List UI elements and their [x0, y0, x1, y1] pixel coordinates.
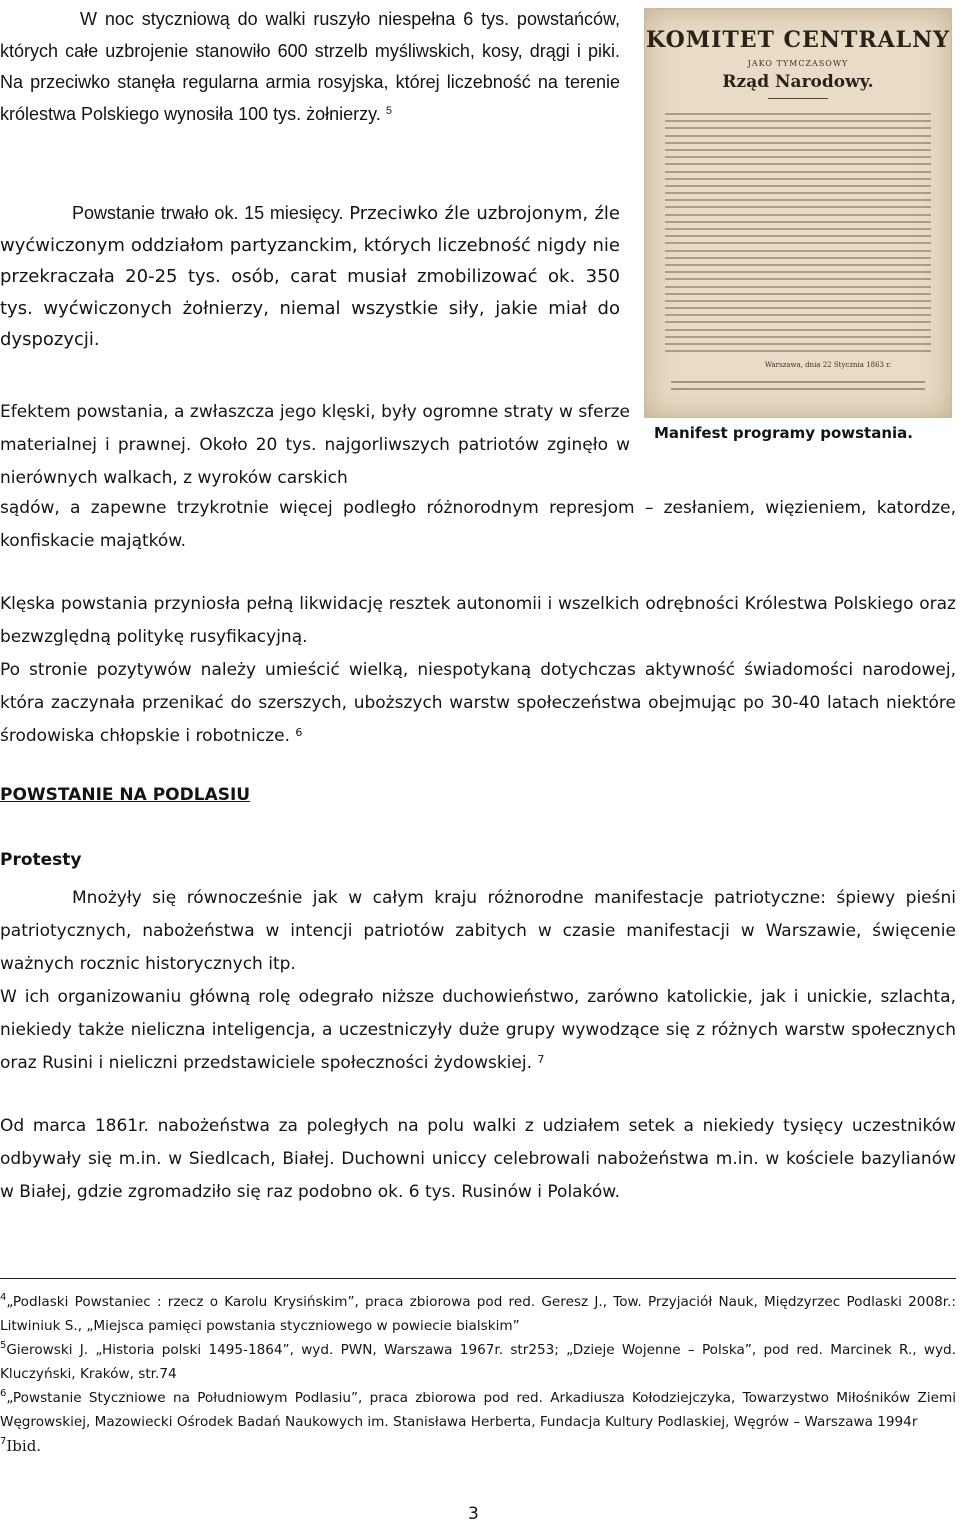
effects-paragraph-part2: sądów, a zapewne trzykrotnie więcej podległo różnorodnym represjom – zesłaniem, więzieniem, katordze, konfiskacie majątków. [0, 498, 956, 551]
manifest-divider [768, 98, 828, 99]
section-heading: POWSTANIE NA PODLASIU [0, 785, 251, 805]
footnote-separator [0, 1278, 956, 1279]
footnote-ref-6[interactable]: 6 [295, 726, 303, 739]
march-paragraph: Od marca 1861r. nabożeństwa za poległych na polu walki z udziałem setek a niekiedy tysięcy uczestników odbywały się m.in. w Siedlcach, Białej. Duchowni uniccy celebrowali nabożeństwa m.in. w kościele bazylianów w Białej, gdzie zgromadziło się raz podobno ok. 6 tys. Rusinów i Polaków. [0, 1116, 956, 1202]
manifest-image [644, 8, 952, 418]
footnote-4: $^4$„Podlaski Powstaniec : rzecz o Karolu Krysińskim”, praca zbiorowa pod red. Geresz J., Tow. Przyjaciół Nauk, Międzyrzec Podlaski 2008r.: Litwiniuk S., „Miejsca pamięci powstania styczniowego w powiecie bialskim” [0, 1292, 956, 1334]
defeat-paragraph: Klęska powstania przyniosła pełną likwidację resztek autonomii i wszelkich odrębności Królestwa Polskiego oraz bezwzględną politykę rusyfikacyjną. [0, 594, 956, 647]
footnote-5: $^5$Gierowski J. „Historia polski 1495-1864”, wyd. PWN, Warszawa 1967r. str253; „Dzieje Wojenne – Polska”, pod red. Marcinek R., wyd. Kluczyński, Kraków, str.74 [0, 1340, 956, 1382]
page-number: 3 [468, 1504, 479, 1524]
intro-section [0, 4, 620, 130]
manifest-heading: Rząd Narodowy. [722, 72, 874, 92]
manifest-subtitle: JAKO TYMCZASOWY [747, 59, 849, 68]
manifest-title: KOMITET CENTRALNY [646, 27, 950, 53]
footnote-6: $^6$„Powstanie Styczniowe na Południowym Podlasiu”, praca zbiorowa pod red. Arkadiusza Kołodziejczyka, Towarzystwo Miłośników Ziemi Węgrowskiej, Mazowiecki Ośrodek Badań Naukowych im. Stanisława Herberta, Fundacja Kultury Podlaskiej, Węgrów – Warszawa 1994r [0, 1388, 956, 1430]
footnote-7: $^7$Ibid. [0, 1436, 42, 1455]
effects-paragraph-part1: Efektem powstania, a zwłaszcza jego klęski, były ogromne straty w sferze materialnej i prawnej. Około 20 tys. najgorliwszych patriotów zginęło w nierównych walkach, z wyroków carskich [0, 402, 630, 488]
intro-paragraph-2: Powstanie trwało ok. 15 miesięcy. Przeciwko źle uzbrojonym, źle wyćwiczonym oddziałom partyzanckim, których liczebność nigdy nie przekraczała 20-25 tys. osób, carat musiał zmobilizować ok. 350 tys. wyćwiczonych żołnierzy, niemal wszystkie siły, jakie miał do dyspozycji. [0, 203, 620, 350]
manifest-footer-lines [671, 381, 925, 395]
manifest-text-lines [665, 113, 931, 357]
footnote-ref-5[interactable]: 5 [385, 104, 392, 117]
footnotes-section [0, 1290, 956, 1459]
manifest-date: Warszawa, dnia 22 Stycznia 1863 r. [764, 361, 891, 369]
protests-paragraph-1: Mnożyły się równocześnie jak w całym kraju różnorodne manifestacje patriotyczne: śpiewy pieśni patriotycznych, nabożeństwa w intencji patriotów zabitych w czasie manifestacji w Warszawie, święcenie ważnych rocznic historycznych itp. [0, 888, 956, 974]
positives-paragraph: Po stronie pozytywów należy umieścić wielką, niespotykaną dotychczas aktywność świadomości narodowej, która zaczynała przenikać do szerszych, uboższych warstw społeczeństwa obejmując po 30-40 latach niektóre środowiska chłopskie i robotnicze. $^6$ [0, 660, 956, 746]
footnote-ref-7[interactable]: 7 [537, 1053, 545, 1066]
protests-paragraph-2: W ich organizowaniu główną rolę odegrało niższe duchowieństwo, zarówno katolickie, jak i unickie, szlachta, niekiedy także nieliczna inteligencja, a uczestniczyły duże grupy wywodzące się z różnych warstw społecznych oraz Rusini i nieliczni przedstawiciele społeczności żydowskiej. $^7$ [0, 987, 956, 1073]
intro-paragraph-1: W noc styczniową do walki ruszyło niespełna 6 tys. powstańców, których całe uzbrojenie stanowiło 600 strzelb myśliwskich, kosy, drągi i piki. Na przeciwko stanęła regularna armia rosyjska, której liczebność na terenie królestwa Polskiego wynosiła 100 tys. żołnierzy. $^5$ [0, 9, 620, 124]
subsection-heading: Protesty [0, 850, 82, 870]
figure-caption: Manifest programy powstania. [654, 424, 913, 442]
